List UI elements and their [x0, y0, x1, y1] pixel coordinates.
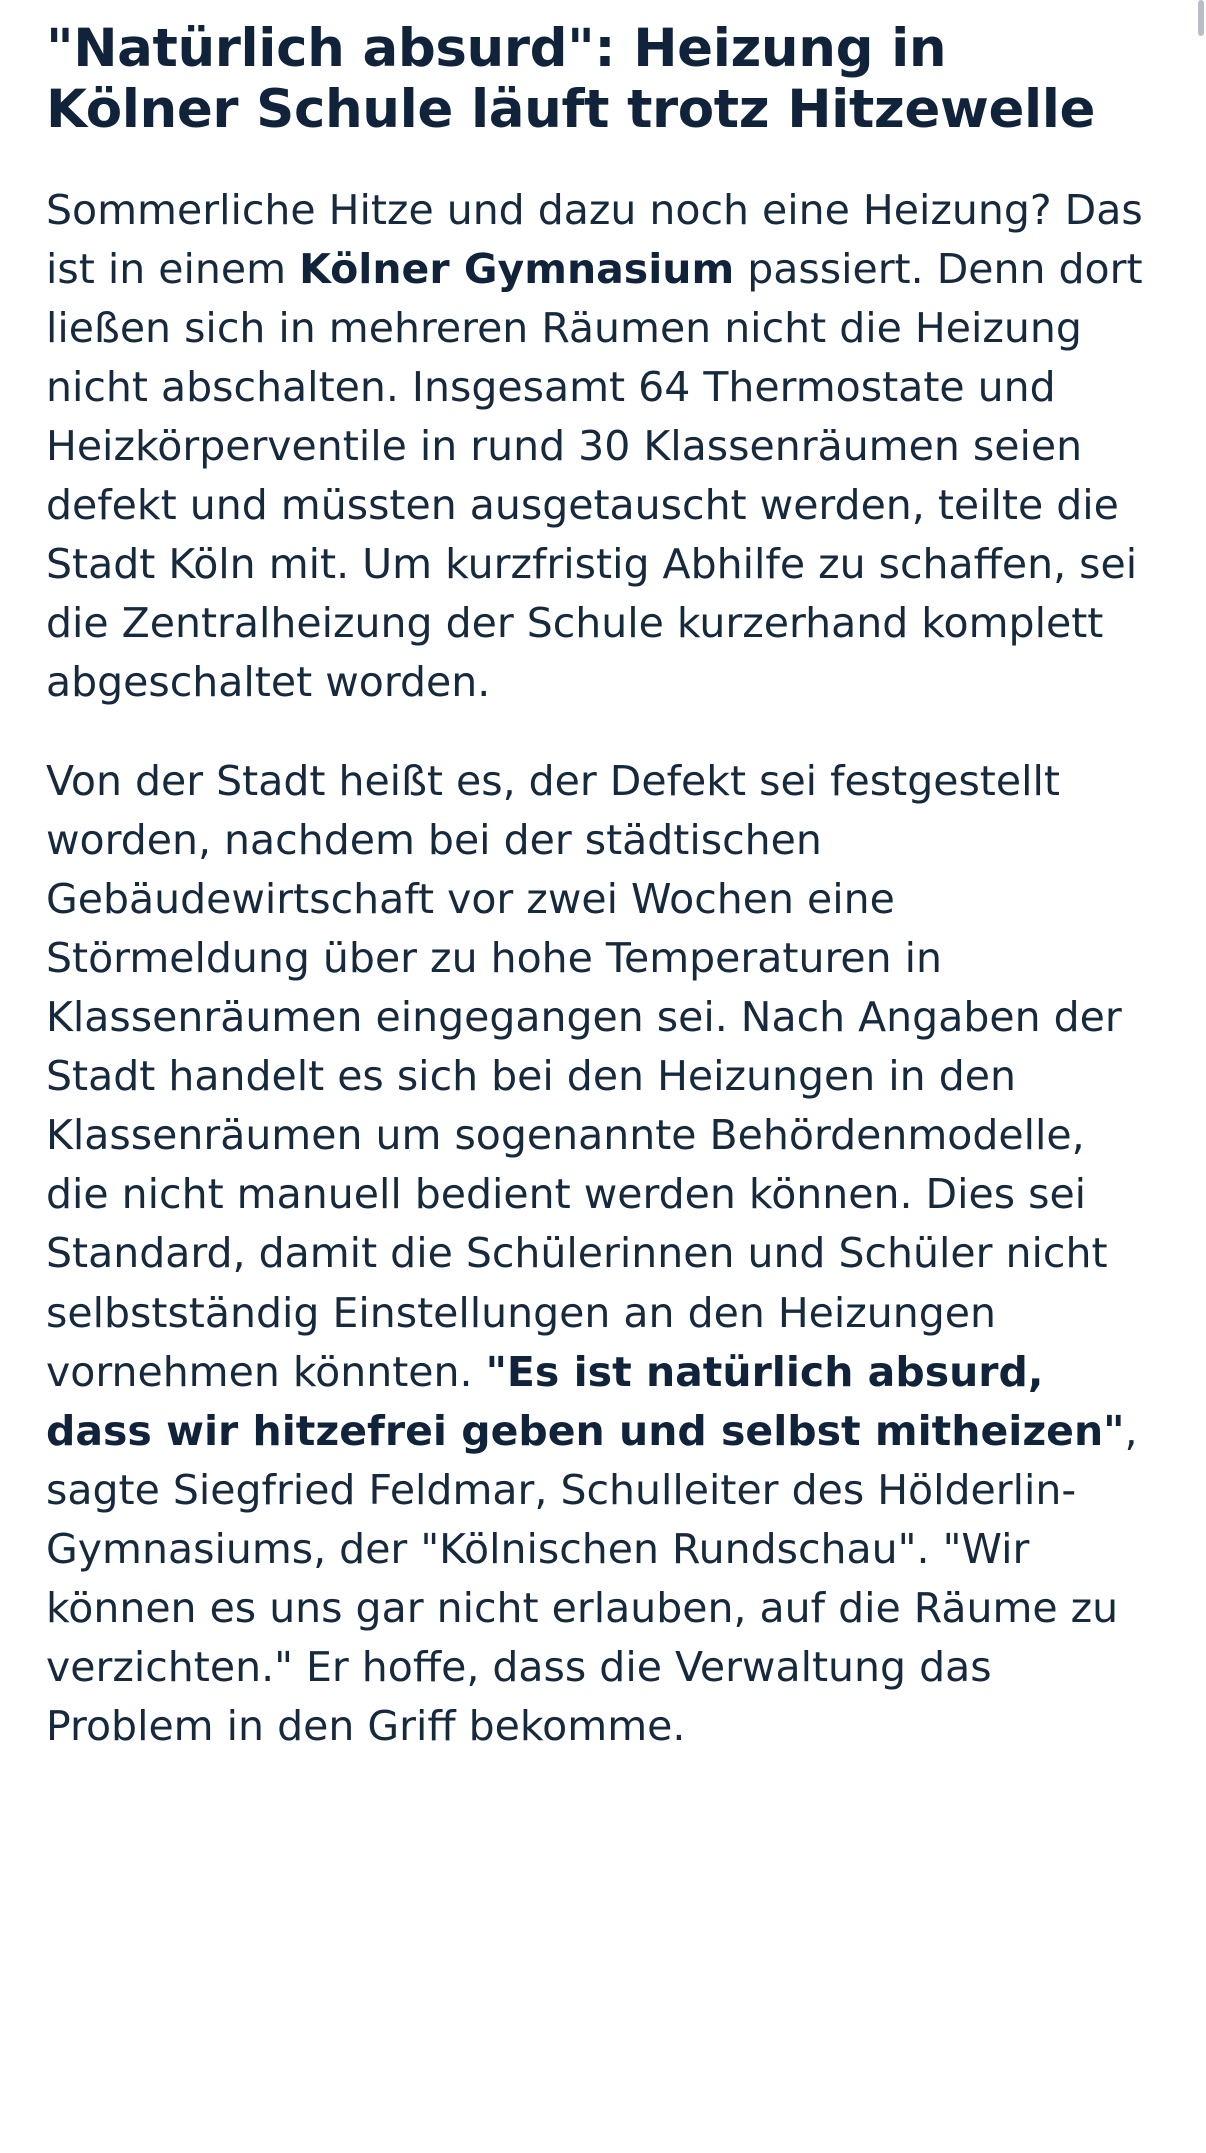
- emphasized-text: Kölner Gymnasium: [299, 244, 735, 293]
- body-text: Sommerliche Hitze und dazu noch eine Heizung? Das ist in einem: [46, 185, 1143, 293]
- article-paragraph: [46, 752, 1146, 1756]
- body-text: passiert. Denn dort ließen sich in mehreren Räumen nicht die Heizung nicht abschalten. Insgesamt 64 Thermostate und Heizkörperventile in rund 30 Klassenräumen seien defekt und müssten ausgetauscht werden, teilte die Stadt Köln mit. Um kurzfristig Abhilfe zu schaffen, sei die Zentralheizung der Schule kurzerhand komplett abgeschaltet worden.: [46, 244, 1143, 707]
- page-title: "Natürlich absurd": Heizung in Kölner Schule läuft trotz Hitzewelle: [46, 18, 1096, 141]
- article-paragraph: [46, 181, 1146, 712]
- body-text: , sagte Siegfried Feldmar, Schulleiter des Hölderlin-Gymnasiums, der "Kölnischen Rundschau". "Wir können es uns gar nicht erlauben, auf die Räume zu verzichten." Er hoffe, dass die Verwaltung das Problem in den Griff bekomme.: [46, 1406, 1138, 1750]
- body-text: Von der Stadt heißt es, der Defekt sei festgestellt worden, nachdem bei der städtischen Gebäudewirtschaft vor zwei Wochen eine Störmeldung über zu hohe Temperaturen in Klassenräumen eingegangen sei. Nach Angaben der Stadt handelt es sich bei den Heizungen in den Klassenräumen um sogenannte Behördenmodelle, die nicht manuell bedient werden können. Dies sei Standard, damit die Schülerinnen und Schüler nicht selbstständig Einstellungen an den Heizungen vornehmen könnten.: [46, 757, 1122, 1396]
- vertical-scrollbar[interactable]: [1196, 0, 1206, 2153]
- article-body: [46, 181, 1146, 1756]
- vertical-scrollbar-thumb[interactable]: [1198, 0, 1204, 36]
- emphasized-text: "Es ist natürlich absurd, dass wir hitzefrei geben und selbst mitheizen": [46, 1347, 1125, 1455]
